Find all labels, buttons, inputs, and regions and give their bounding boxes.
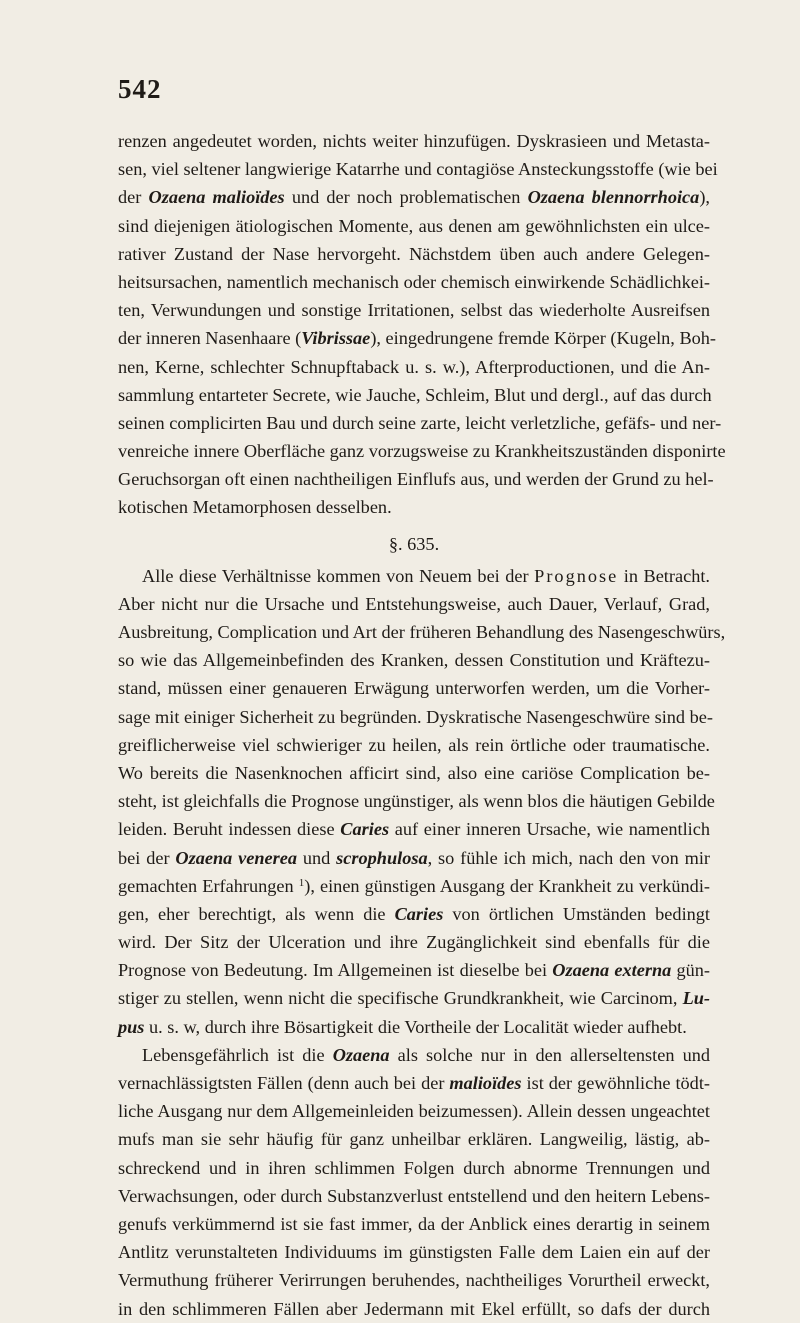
- text-line: seinen complicirten Bau und durch seine zarte, leicht verletzliche, gefäfs- und ner-: [118, 412, 722, 433]
- text-line: vernachlässigtsten Fällen (denn auch bei der malioïdes ist der gewöhnliche tödt-: [118, 1073, 710, 1093]
- term-caries: Caries: [394, 903, 444, 924]
- text-line: Ausbreitung, Complication und Art der früheren Behandlung des Nasengeschwürs,: [118, 622, 726, 642]
- term-caries: Caries: [340, 819, 390, 840]
- text-line: sind diejenigen ätiologischen Momente, aus denen am gewöhnlichsten ein ulce-: [118, 215, 710, 236]
- text-line: genufs verkümmernd ist sie fast immer, da der Anblick eines derartig in seinem: [118, 1213, 710, 1234]
- term-vibrissae: Vibrissae: [301, 328, 371, 349]
- text-line: Lebensgefährlich ist die Ozaena als solche nur in den allerseltensten und: [142, 1044, 710, 1065]
- text-line: schreckend und in ihren schlimmen Folgen durch abnorme Trennungen und: [118, 1157, 710, 1178]
- text-line: mufs man sie sehr häufig für ganz unheilbar erklären. Langweilig, lästig, ab-: [118, 1129, 710, 1150]
- term-lupus: pus: [118, 1016, 145, 1037]
- term-ozaena-malioides: Ozaena malioïdes: [148, 187, 285, 208]
- text-line: Aber nicht nur die Ursache und Entstehungsweise, auch Dauer, Verlauf, Grad,: [118, 593, 710, 614]
- text-line: stand, müssen einer genaueren Erwägung unterworfen werden, um die Vorher-: [118, 678, 710, 699]
- term-scrophulosa: scrophulosa: [336, 847, 428, 868]
- text-line: gen, eher berechtigt, als wenn die Caries von örtlichen Umständen bedingt: [118, 903, 711, 924]
- text-line: pus u. s. w, durch ihre Bösartigkeit die Vortheile der Localität wieder aufhebt.: [118, 1016, 687, 1037]
- text-line: heitsursachen, namentlich mechanisch oder chemisch einwirkende Schädlichkei-: [118, 271, 710, 292]
- text-line: steht, ist gleichfalls die Prognose ungünstiger, als wenn blos die häutigen Gebilde: [118, 791, 715, 812]
- text-line: sen, viel seltener langwierige Katarrhe und contagiöse Ansteckungsstoffe (wie bei: [118, 159, 718, 180]
- text-line: Antlitz verunstalteten Individuums im günstigsten Falle dem Laien ein auf der: [118, 1242, 710, 1263]
- page-number: 542: [118, 74, 162, 104]
- text-line: stiger zu stellen, wenn nicht die specifische Grundkrankheit, wie Carcinom, Lu-: [118, 988, 710, 1009]
- term-ozaena-externa: Ozaena externa: [552, 960, 672, 981]
- text-line: ten, Verwundungen und sonstige Irritationen, selbst das wiederholte Ausreifsen: [118, 300, 710, 321]
- text-line: bei der Ozaena venerea und scrophulosa, so fühle ich mich, nach den von mir: [118, 847, 711, 868]
- text-line: kotischen Metamorphosen desselben.: [118, 497, 392, 518]
- term-ozaena: Ozaena: [332, 1044, 390, 1065]
- text-line: nen, Kerne, schlechter Schnupftaback u. s. w.), Afterproductionen, und die An-: [118, 356, 710, 377]
- text-line: greiflicherweise viel schwieriger zu heilen, als rein örtliche oder traumatische.: [118, 734, 710, 755]
- text-line: Verwachsungen, oder durch Substanzverlust entstellend und den heitern Lebens-: [118, 1185, 710, 1206]
- body-text: [118, 127, 726, 1323]
- paragraph: [118, 562, 726, 1041]
- text-line: rativer Zustand der Nase hervorgeht. Nächstdem üben auch andere Gelegen-: [118, 243, 710, 264]
- text-line: in den schlimmeren Fällen aber Jedermann mit Ekel erfüllt, so dafs der durch: [118, 1298, 710, 1319]
- text-line: wird. Der Sitz der Ulceration und ihre Zugänglichkeit sind ebenfalls für die: [118, 932, 710, 953]
- text-line: Prognose von Bedeutung. Im Allgemeinen ist dieselbe bei Ozaena externa gün-: [118, 960, 711, 981]
- text-line: Geruchsorgan oft einen nachtheiligen Einflufs aus, und werden der Grund zu hel-: [118, 469, 714, 490]
- term-ozaena-venerea: Ozaena venerea: [175, 847, 298, 868]
- text-line: der inneren Nasenhaare (Vibrissae), eingedrungene fremde Körper (Kugeln, Boh-: [118, 328, 717, 349]
- text-line: venreiche innere Oberfläche ganz vorzugsweise zu Krankheitszuständen disponirte: [118, 441, 726, 462]
- footnote-marker: 1: [298, 876, 305, 889]
- term-malioides: malioïdes: [449, 1073, 522, 1093]
- text-line: Alle diese Verhältnisse kommen von Neuem bei der Prognose in Betracht.: [142, 565, 710, 586]
- section-heading: §. 635.: [388, 533, 440, 554]
- text-line: renzen angedeutet worden, nichts weiter hinzufügen. Dyskrasieen und Metasta-: [118, 131, 710, 151]
- paragraph: [118, 127, 726, 522]
- term-lupus: Lu-: [682, 988, 710, 1009]
- text-line: sammlung entarteter Secrete, wie Jauche, Schleim, Blut und dergl., auf das durch: [118, 384, 712, 405]
- paragraph: [118, 1041, 710, 1323]
- text-line: liche Ausgang nur dem Allgemeinleiden beizumessen). Allein dessen ungeachtet: [118, 1101, 710, 1122]
- text-line: Wo bereits die Nasenknochen afficirt sind, also eine cariöse Complication be-: [118, 762, 710, 783]
- term-ozaena-blennorrhoica: Ozaena blennorrhoica: [527, 187, 700, 208]
- text-line: so wie das Allgemeinbefinden des Kranken, dessen Constitution und Kräftezu-: [118, 650, 710, 671]
- text-line: leiden. Beruht indessen diese Caries auf einer inneren Ursache, wie namentlich: [118, 819, 710, 840]
- text-line: der Ozaena malioïdes und der noch problematischen Ozaena blennorrhoica),: [118, 187, 710, 208]
- text-line: Vermuthung früherer Verirrungen beruhendes, nachtheiliges Vorurtheil erweckt,: [118, 1270, 710, 1291]
- term-prognose: Prognose: [534, 565, 619, 586]
- text-line: sage mit einiger Sicherheit zu begründen. Dyskratische Nasengeschwüre sind be-: [118, 706, 713, 727]
- text-line: gemachten Erfahrungen $^1$), einen günstigen Ausgang der Krankheit zu verkündi-: [118, 875, 710, 896]
